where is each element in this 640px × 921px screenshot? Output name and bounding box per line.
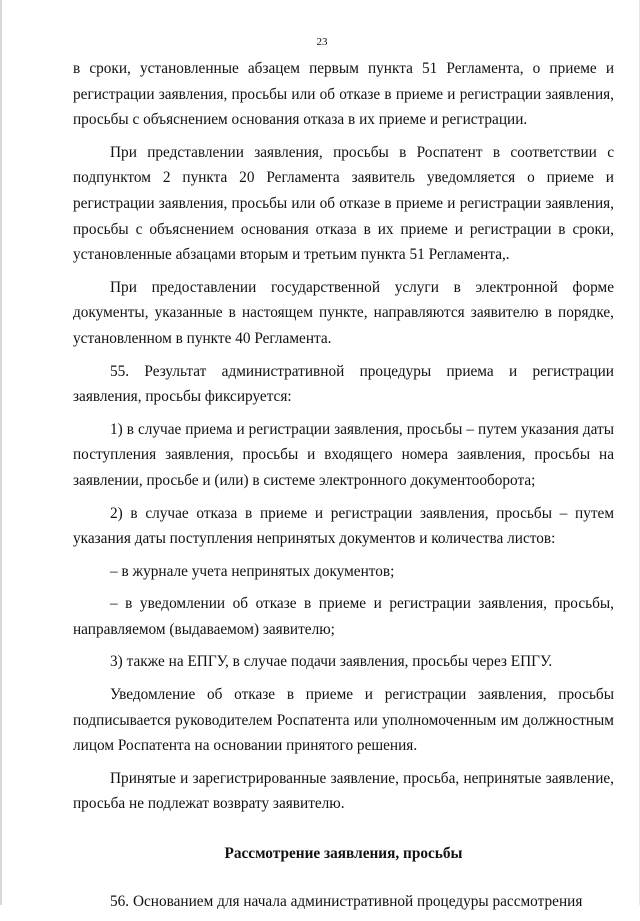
list-item-1: 1) в случае приема и регистрации заявления, просьбы – путем указания даты поступления заявления, просьбы и входящего номера заявления, просьбы на заявлении, просьбе и (или) в системе электронного документооборота; [73, 420, 614, 489]
paragraph-refusal-notice: Уведомление об отказе в приеме и регистрации заявления, просьбы подписывается руководителем Роспатента или уполномоченным им должностным лицом Роспатента на основании принятого решения. [73, 686, 614, 755]
paragraph-56-start: 56. Основанием для начала административной процедуры рассмотрения [110, 892, 583, 910]
list-item-3: 3) также на ЕПГУ, в случае подачи заявления, просьбы через ЕПГУ. [110, 653, 553, 671]
list-subitem-notice: – в уведомлении об отказе в приеме и регистрации заявления, просьбы, направляемом (выдаваемом) заявителю; [73, 595, 614, 638]
paragraph-no-return: Принятые и зарегистрированные заявление, просьба, непринятые заявление, просьба не подлежат возврату заявителю. [73, 769, 614, 813]
paragraph-electronic-form: При предоставлении государственной услуги в электронной форме документы, указанные в настоящем пункте, направляются заявителю в порядке, установленном в пункте 40 Регламента. [73, 278, 614, 347]
document-body [73, 56, 614, 921]
paragraph-rospatent-submission: При представлении заявления, просьбы в Роспатент в соответствии с подпунктом 2 пункта 20 Регламента заявитель уведомляется о приеме и регистрации заявления, просьбы или об отказе в приеме и регистрации заявления, просьбы с объяснением основания отказа в их приеме и регистрации в сроки, установленные абзацами вторым и третьим пункта 51 Регламента,. [73, 143, 614, 264]
section-heading: Рассмотрение заявления, просьбы [224, 845, 463, 863]
list-subitem-journal: – в журнале учета непринятых документов; [110, 562, 395, 580]
paragraph-55-result: 55. Результат административной процедуры приема и регистрации заявления, просьбы фиксируется: [73, 362, 614, 406]
page-number: 23 [316, 36, 328, 48]
paragraph-continuation: в сроки, установленные абзацем первым пункта 51 Регламента, о приеме и регистрации заявления, просьбы или об отказе в приеме и регистрации заявления, просьбы с объяснением основания отказа в их приеме и регистрации. [73, 60, 614, 129]
list-item-2: 2) в случае отказа в приеме и регистрации заявления, просьбы – путем указания даты поступления непринятых документов и количества листов: [73, 504, 614, 548]
